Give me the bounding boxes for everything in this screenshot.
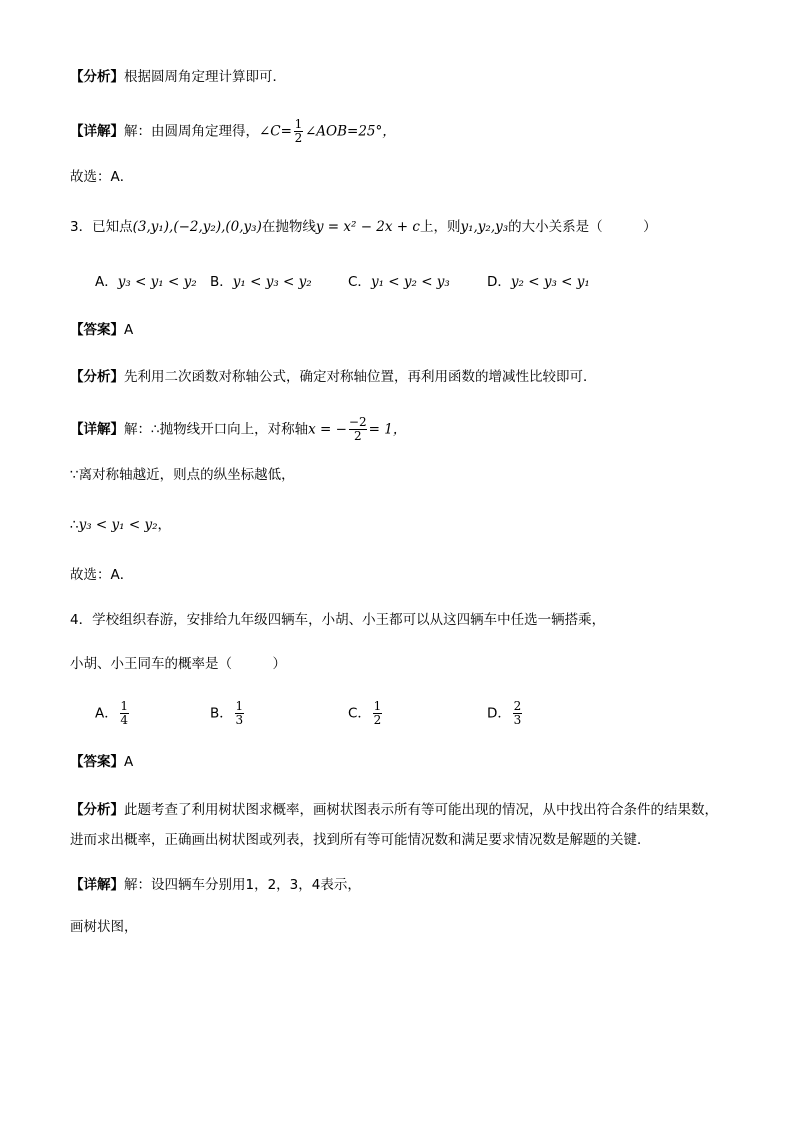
detail-tag: 【详解】 [70,123,124,140]
q3-option-a-expr: y₃ < y₁ < y₂ [117,274,197,290]
angle-aob: ∠AOB=25°， [304,123,396,140]
detail-line-1 [70,118,396,145]
conclusion-line [70,516,171,534]
answer-line-4 [70,753,133,771]
reason-text: ∵离对称轴越近，则点的纵坐标越低， [70,467,295,483]
tree-diagram-line [70,918,138,936]
q4-option-c-label: C． [348,705,371,722]
analysis-tag: 【分析】 [70,69,124,85]
analysis-line-4 [70,795,730,855]
analysis-tag: 【分析】 [70,802,124,818]
conclusion-expr: y₃ < y₁ < y₂ [78,517,158,533]
q4-option-d-label: D． [487,705,511,722]
q4-option-d-fraction [513,700,522,727]
answer-text: A [124,754,134,770]
q3-option-b [210,273,312,291]
axis-result: = 1， [368,421,407,438]
question-3-post: 上，则 [419,219,461,235]
q4-option-d [487,700,524,727]
fraction-numerator: 2 [513,699,522,713]
fraction-denominator: 3 [235,713,244,727]
question-3-points: (3,y₁),(−2,y₂),(0,y₃) [132,219,262,235]
detail-text: 解：设四辆车分别用1，2，3，4表示， [124,877,361,893]
question-3-end: 的大小关系是（ ） [508,219,657,235]
fraction-numerator: 1 [294,117,303,131]
fraction-half [294,118,303,145]
q3-option-c-label: C． [348,274,371,290]
q4-option-c-fraction [373,700,382,727]
choice-text: 故选：A． [70,169,134,185]
question-3-number: 3．已知点 [70,219,133,235]
q4-option-b-label: B． [210,705,233,722]
answer-line-3 [70,321,133,339]
q3-option-a [95,273,197,291]
analysis-text: 先利用二次函数对称轴公式，确定对称轴位置，再利用函数的增减性比较即可． [124,369,597,385]
analysis-line-1 [70,68,286,86]
q4-option-a-label: A． [95,705,118,722]
fraction-denominator: 2 [373,713,382,727]
question-3-mid: 在抛物线 [261,219,316,235]
question-4-text-2: 小胡、小王同车的概率是（ ） [70,656,286,672]
fraction-denominator: 2 [353,429,362,443]
analysis-tag: 【分析】 [70,369,124,385]
q3-option-c [348,273,450,291]
fraction-numerator: 1 [373,699,382,713]
q4-option-a [95,700,131,727]
q3-option-b-expr: y₁ < y₃ < y₂ [232,274,312,290]
q3-option-d [487,273,590,291]
q3-option-c-expr: y₁ < y₂ < y₃ [370,274,450,290]
fraction-denominator: 3 [513,713,522,727]
question-4-text: 4．学校组织春游，安排给九年级四辆车，小胡、小王都可以从这四辆车中任选一辆搭乘， [70,612,606,628]
detail-text: 解：由圆周角定理得， [124,123,259,140]
reason-line [70,466,295,484]
choice-line-1 [70,168,133,186]
detail-tag: 【详解】 [70,421,124,438]
answer-tag: 【答案】 [70,754,124,770]
question-3-vars: y₁,y₂,y₃ [460,219,509,235]
q4-option-a-fraction [120,700,129,727]
question-4-line-1 [70,611,605,629]
detail-tag: 【详解】 [70,877,124,893]
analysis-line-3 [70,368,597,386]
q3-option-d-expr: y₂ < y₃ < y₁ [510,274,590,290]
answer-tag: 【答案】 [70,322,124,338]
therefore-symbol: ∴ [70,517,79,533]
q4-option-b-fraction [235,700,244,727]
fraction-axis [349,416,367,443]
fraction-denominator: 4 [120,713,129,727]
choice-text: 故选：A． [70,567,134,583]
q3-option-a-label: A． [95,274,118,290]
angle-c: ∠C= [259,123,292,140]
detail-line-3 [70,416,406,443]
fraction-numerator: −2 [348,415,367,429]
tree-diagram-text: 画树状图， [70,919,138,935]
fraction-numerator: 1 [120,699,129,713]
q3-option-b-label: B． [210,274,233,290]
answer-text: A [124,322,134,338]
conclusion-post: ， [157,517,171,533]
detail-text: 解：∴抛物线开口向上，对称轴 [124,421,309,438]
axis-eq: x = − [308,421,347,438]
q4-option-c [348,700,384,727]
q4-option-b [210,700,246,727]
q3-option-d-label: D． [487,274,511,290]
question-3 [70,218,657,236]
detail-line-4 [70,876,361,894]
question-4-line-2 [70,655,286,673]
fraction-numerator: 1 [235,699,244,713]
question-3-equation: y = x² − 2x + c [315,219,420,235]
fraction-denominator: 2 [294,131,303,145]
analysis-text: 根据圆周角定理计算即可． [124,69,286,85]
analysis-text: 此题考查了利用树状图求概率，画树状图表示所有等可能出现的情况，从中找出符合条件的结果数，进而求出概率，正确画出树状图或列表，找到所有等可能情况数和满足要求情况数是解题的关键． [70,802,718,848]
choice-line-3 [70,566,133,584]
